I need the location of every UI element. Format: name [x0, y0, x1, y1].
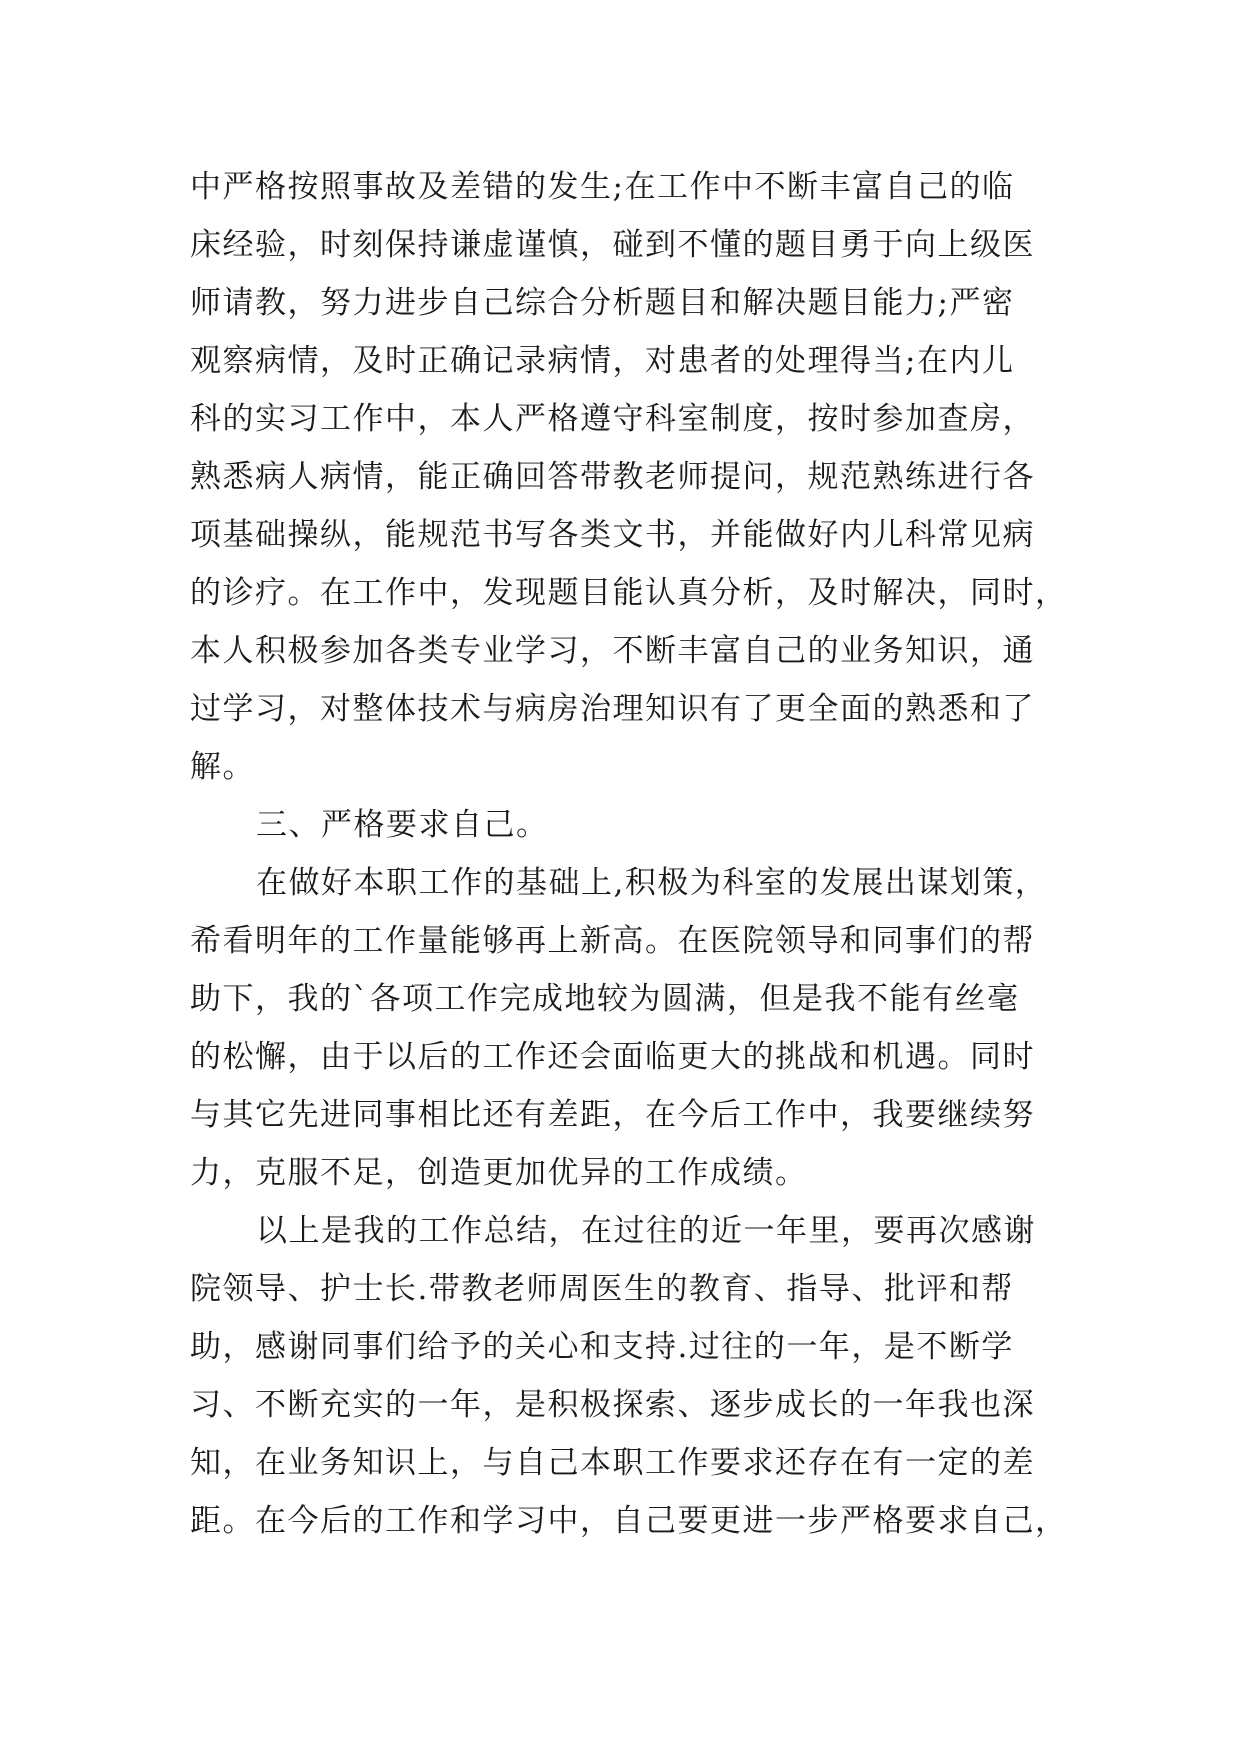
text-line: 观察病情，及时正确记录病情，对患者的处理得当;在内儿 — [190, 343, 1015, 379]
text-line: 床经验，时刻保持谦虚谨慎，碰到不懂的题目勇于向上级医 — [190, 227, 1035, 263]
text-line: 与其它先进同事相比还有差距，在今后工作中，我要继续努 — [190, 1097, 1035, 1133]
document-body — [190, 158, 1068, 1550]
text-line: 力，克服不足，创造更加优异的工作成绩。 — [190, 1155, 808, 1191]
text-line: 过学习，对整体技术与病房治理知识有了更全面的熟悉和了 — [190, 691, 1035, 727]
text-line: 项基础操纵，能规范书写各类文书，并能做好内儿科常见病 — [190, 517, 1035, 553]
text-line: 本人积极参加各类专业学习，不断丰富自己的业务知识，通 — [190, 633, 1035, 669]
text-line: 习、不断充实的一年，是积极探索、逐步成长的一年我也深 — [190, 1387, 1035, 1423]
text-line: 的松懈，由于以后的工作还会面临更大的挑战和机遇。同时 — [190, 1039, 1035, 1075]
text-line: 熟悉病人病情，能正确回答带教老师提问，规范熟练进行各 — [190, 459, 1035, 495]
text-line: 师请教，努力进步自己综合分析题目和解决题目能力;严密 — [190, 285, 1015, 321]
paragraph-start: 在做好本职工作的基础上,积极为科室的发展出谋划策， — [256, 865, 1048, 901]
text-line: 的诊疗。在工作中，发现题目能认真分析，及时解决，同时， — [190, 575, 1068, 611]
text-line: 科的实习工作中，本人严格遵守科室制度，按时参加查房， — [190, 401, 1035, 437]
text-line: 知，在业务知识上，与自己本职工作要求还存在有一定的差 — [190, 1445, 1035, 1481]
text-line: 院领导、护士长.带教老师周医生的教育、指导、批评和帮 — [190, 1271, 1014, 1307]
text-line: 助，感谢同事们给予的关心和支持.过往的一年，是不断学 — [190, 1329, 1014, 1365]
text-line: 距。在今后的工作和学习中，自己要更进一步严格要求自己， — [190, 1503, 1068, 1539]
paragraph-start: 以上是我的工作总结，在过往的近一年里，要再次感谢 — [256, 1213, 1036, 1249]
text-line: 希看明年的工作量能够再上新高。在医院领导和同事们的帮 — [190, 923, 1035, 959]
section-heading: 三、严格要求自己。 — [256, 807, 549, 843]
text-line: 中严格按照事故及差错的发生;在工作中不断丰富自己的临 — [190, 169, 1015, 205]
text-line: 解。 — [190, 749, 255, 785]
text-line: 助下，我的`各项工作完成地较为圆满，但是我不能有丝毫 — [190, 981, 1020, 1017]
